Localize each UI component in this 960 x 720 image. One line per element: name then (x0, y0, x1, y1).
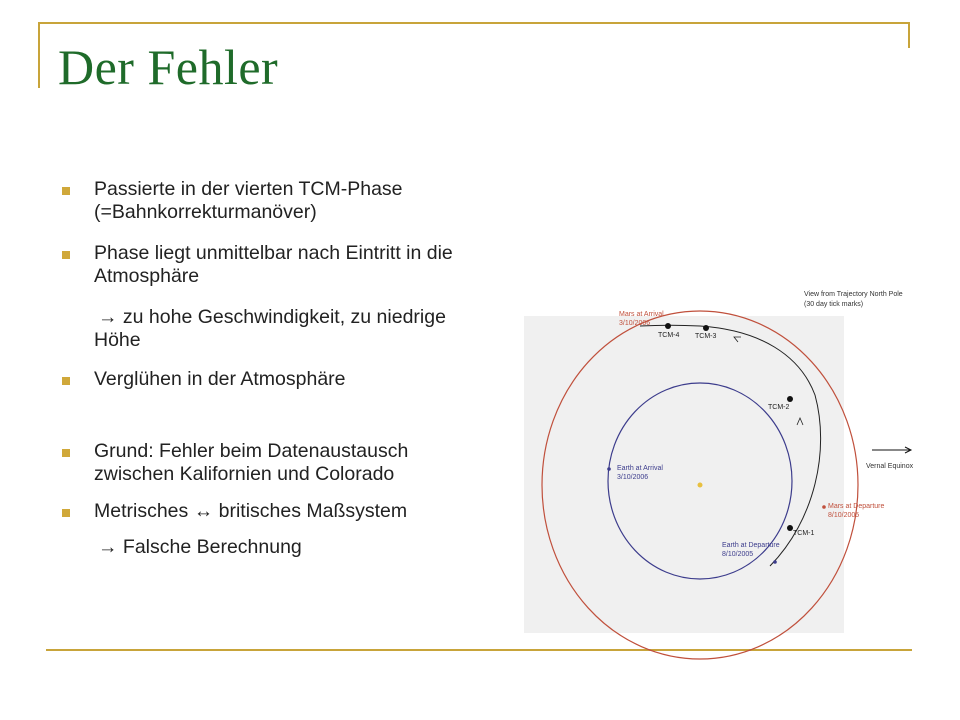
bullet-line: zwischen Kalifornien und Colorado (94, 463, 395, 485)
tcm3-label: TCM-3 (695, 333, 717, 340)
sun-icon (698, 483, 703, 488)
earth-orbit (608, 383, 792, 579)
earth-arrival-date: 3/10/2006 (617, 474, 649, 481)
trajectory-arrow (734, 337, 741, 342)
mars-arrival-date: 3/10/2006 (619, 320, 651, 327)
slide-title: Der Fehler (58, 39, 279, 95)
bullet-line: Höhe (94, 329, 141, 351)
bullet-line: Atmosphäre (94, 265, 200, 287)
mars-arrival-label: Mars at Arrival (619, 311, 664, 318)
bullet-line: → Falsche Berechnung (98, 536, 302, 558)
tcm2-label: TCM-2 (768, 404, 790, 411)
earth-departure-marker (773, 560, 777, 564)
tcm4-label: TCM-4 (658, 332, 680, 339)
earth-departure-date: 8/10/2005 (722, 551, 754, 558)
view-label-line2: (30 day tick marks) (804, 301, 864, 308)
bullet-line: (=Bahnkorrekturmanöver) (94, 201, 317, 223)
mars-departure-marker (822, 505, 826, 509)
bullet-line: Grund: Fehler beim Datenaustausch (94, 440, 409, 462)
earth-departure-label: Earth at Departure (722, 542, 780, 549)
bullet-line: Verglühen in der Atmosphäre (94, 368, 346, 390)
tcm1-label: TCM-1 (793, 530, 815, 537)
tcm2-point (787, 396, 793, 402)
vernal-equinox-label: Vernal Equinox (866, 463, 914, 470)
tcm4-point (665, 323, 671, 329)
bullet-line: → zu hohe Geschwindigkeit, zu niedrige (98, 306, 446, 328)
mars-departure-label: Mars at Departure (828, 503, 885, 510)
tcm3-point (703, 325, 709, 331)
bullet-line: Metrisches ↔ britisches Maßsystem (94, 500, 408, 522)
bullet-line: Phase liegt unmittelbar nach Eintritt in die (94, 242, 453, 264)
earth-arrival-marker (607, 467, 611, 471)
trajectory-arrow (797, 418, 803, 425)
earth-arrival-label: Earth at Arrival (617, 465, 663, 472)
mars-departure-date: 8/10/2005 (828, 512, 860, 519)
view-label-line1: View from Trajectory North Pole (804, 291, 903, 298)
bullet-line: Passierte in der vierten TCM-Phase (94, 178, 403, 200)
